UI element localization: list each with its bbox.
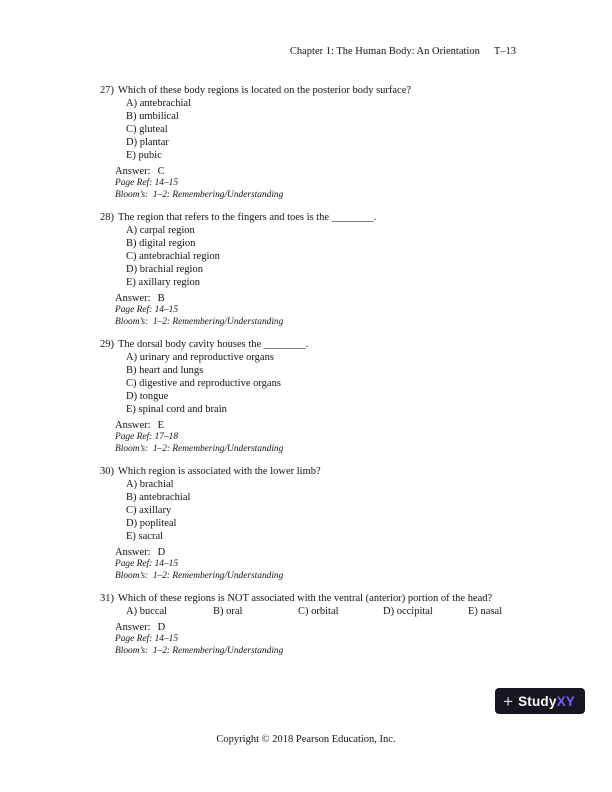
question-text: Which of these regions is NOT associated with the ventral (anterior) portion of the head? [118,593,493,604]
answer-option: C) axillary [126,505,172,516]
question-number: 28) [100,212,114,223]
logo-text-study: Study [518,693,557,709]
answer-line [115,292,552,305]
answer-line [115,621,552,634]
question-block [100,338,552,455]
options-list [126,478,552,543]
answer-option: E) axillary region [126,277,201,288]
answer-option: B) umbilical [126,111,179,122]
answer-line [115,546,552,559]
question-text: Which region is associated with the lower limb? [118,466,321,477]
copyright-footer: Copyright © 2018 Pearson Education, Inc. [216,734,396,745]
question-line [100,338,552,351]
answer-option: E) spinal cord and brain [126,404,227,415]
answer-option: E) nasal [468,606,503,617]
chapter-title: Chapter 1: The Human Body: An Orientation [289,46,480,57]
page-ref: Page Ref: 14–15 [115,634,179,644]
options-list [126,97,552,162]
page-ref: Page Ref: 14–15 [115,559,179,569]
page-ref: Page Ref: 14–15 [115,178,179,188]
page-ref: Page Ref: 14–15 [115,305,179,315]
blooms-taxonomy: Bloom’s: 1–2: Remembering/Understanding [115,189,284,200]
answer-option: C) digestive and reproductive organs [126,378,281,389]
answer-option: A) carpal region [126,225,195,236]
question-line [100,465,552,478]
options-list [126,351,552,416]
answer-option: A) antebrachial [126,98,192,109]
answer-option: A) buccal [126,606,168,617]
answer-value: B [157,293,165,304]
answer-option: D) popliteal [126,518,177,529]
plus-icon: + [503,691,514,711]
blooms-taxonomy: Bloom’s: 1–2: Remembering/Understanding [115,570,284,581]
question-text: The dorsal body cavity houses the ________. [118,339,309,350]
blooms-taxonomy: Bloom’s: 1–2: Remembering/Understanding [115,645,284,656]
answer-option: B) oral [213,606,243,617]
page-number-label: T–13 [493,46,516,57]
answer-option: C) orbital [298,606,339,617]
answer-line [115,165,552,178]
answer-value: D [157,547,166,558]
answer-option: D) plantar [126,137,169,148]
page-ref: Page Ref: 17–18 [115,432,179,442]
answer-option: B) antebrachial [126,492,191,503]
answer-label: Answer: [115,622,151,633]
answer-option: D) occipital [383,606,433,617]
answer-value: D [157,622,166,633]
question-number: 27) [100,85,114,96]
logo-text-xy: XY [556,693,575,709]
answer-label: Answer: [115,547,151,558]
answer-option: A) urinary and reproductive organs [126,352,274,363]
question-block [100,592,552,657]
answer-option: B) heart and lungs [126,365,204,376]
answer-option: E) pubic [126,150,162,161]
blooms-taxonomy: Bloom’s: 1–2: Remembering/Understanding [115,316,284,327]
answer-label: Answer: [115,166,151,177]
question-block [100,84,552,201]
question-block [100,465,552,582]
question-line [100,211,552,224]
question-block [100,211,552,328]
answer-label: Answer: [115,293,151,304]
blooms-taxonomy: Bloom’s: 1–2: Remembering/Understanding [115,443,284,454]
question-number: 30) [100,466,114,477]
answer-option: D) brachial region [126,264,203,275]
studyxy-logo [495,688,585,714]
options-list [126,224,552,289]
question-line [100,592,552,605]
answer-value: E [157,420,164,431]
answer-option: E) sacral [126,531,164,542]
answer-option: A) brachial [126,479,174,490]
answer-option: C) gluteal [126,124,168,135]
question-number: 29) [100,339,114,350]
question-line [100,84,552,97]
questions-container [100,84,552,667]
question-text: Which of these body regions is located on the posterior body surface? [118,85,412,96]
answer-option: B) digital region [126,238,196,249]
answer-label: Answer: [115,420,151,431]
page-header [290,46,516,57]
answer-option: C) antebrachial region [126,251,220,262]
answer-value: C [157,166,165,177]
answer-line [115,419,552,432]
question-text: The region that refers to the fingers and toes is the ________. [118,212,377,223]
options-list [126,605,552,618]
answer-option: D) tongue [126,391,169,402]
question-number: 31) [100,593,114,604]
